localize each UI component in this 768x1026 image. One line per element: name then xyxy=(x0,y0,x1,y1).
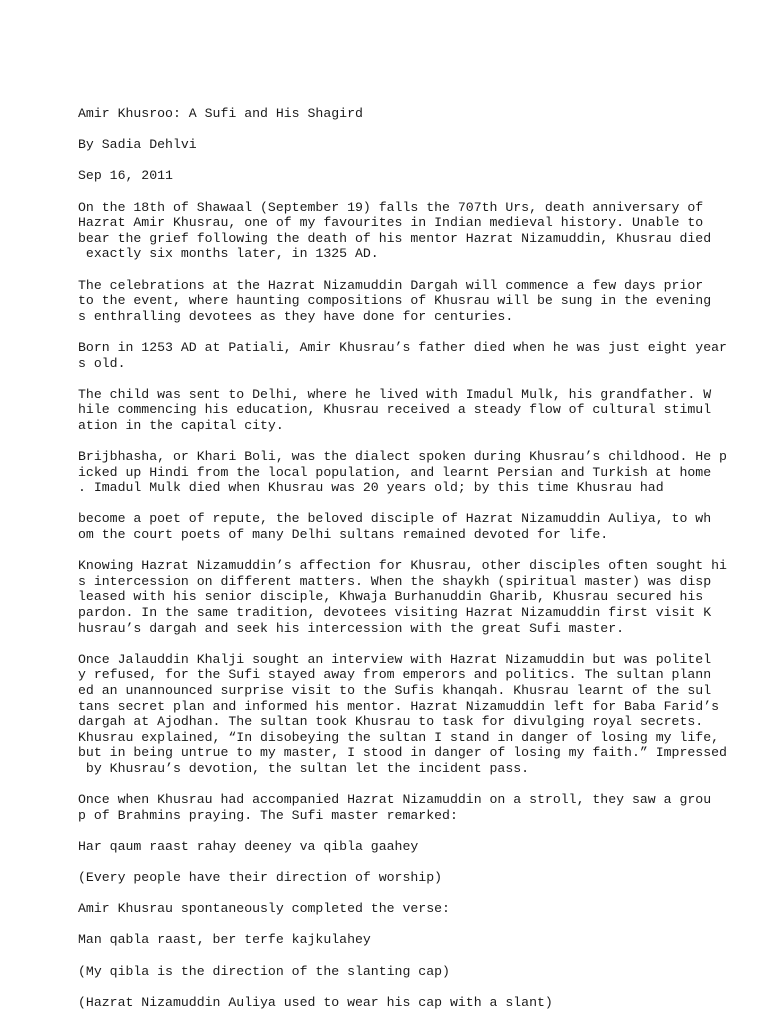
text-line: by Khusrau’s devotion, the sultan let the incident pass. xyxy=(78,760,530,776)
text-line: Sep 16, 2011 xyxy=(78,168,173,184)
text-line: Once Jalauddin Khalji sought an interview with Hazrat Nizamuddin but was politel xyxy=(78,651,712,667)
paragraph xyxy=(78,106,738,122)
paragraph xyxy=(78,200,738,262)
text-line: The celebrations at the Hazrat Nizamuddin Dargah will commence a few days prior xyxy=(78,277,704,293)
text-line: Amir Khusroo: A Sufi and His Shagird xyxy=(78,106,363,121)
text-line: By Sadia Dehlvi xyxy=(78,137,197,153)
text-line: s intercession on different matters. When the shaykh (spiritual master) was disp xyxy=(78,573,712,589)
paragraph xyxy=(78,137,738,153)
text-line: . Imadul Mulk died when Khusrau was 20 years old; by this time Khusrau had xyxy=(78,480,664,496)
text-line: Brijbhasha, or Khari Boli, was the dialect spoken during Khusrau’s childhood. He p xyxy=(78,449,727,465)
text-line: bear the grief following the death of his mentor Hazrat Nizamuddin, Khusrau died xyxy=(78,230,712,246)
paragraph xyxy=(78,340,738,371)
paragraph xyxy=(78,792,738,823)
text-line: tans secret plan and informed his mentor. Hazrat Nizamuddin left for Baba Farid’s xyxy=(78,698,720,714)
paragraph xyxy=(78,652,738,777)
text-line: On the 18th of Shawaal (September 19) falls the 707th Urs, death anniversary of xyxy=(78,199,704,215)
text-line: (Hazrat Nizamuddin Auliya used to wear his cap with a slant) xyxy=(78,994,553,1010)
paragraph xyxy=(78,932,738,948)
paragraph xyxy=(78,558,738,636)
paragraph xyxy=(78,901,738,917)
text-line: Hazrat Amir Khusrau, one of my favourites in Indian medieval history. Unable to xyxy=(78,215,704,231)
text-line: Once when Khusrau had accompanied Hazrat Nizamuddin on a stroll, they saw a grou xyxy=(78,792,712,808)
text-line: ation in the capital city. xyxy=(78,417,284,433)
text-line: Knowing Hazrat Nizamuddin’s affection for Khusrau, other disciples often sought hi xyxy=(78,558,727,574)
text-line: Amir Khusrau spontaneously completed the verse: xyxy=(78,901,450,917)
text-line: Man qabla raast, ber terfe kajkulahey xyxy=(78,932,371,948)
paragraph xyxy=(78,168,738,184)
paragraph xyxy=(78,870,738,886)
text-line: om the court poets of many Delhi sultans remained devoted for life. xyxy=(78,527,609,543)
paragraph xyxy=(78,387,738,434)
text-line: leased with his senior disciple, Khwaja Burhanuddin Gharib, Khusrau secured his xyxy=(78,589,704,605)
text-line: but in being untrue to my master, I stood in danger of losing my faith.” Impressed xyxy=(78,745,727,761)
text-line: Khusrau explained, “In disobeying the sultan I stand in danger of losing my life, xyxy=(78,729,720,745)
text-line: y refused, for the Sufi stayed away from emperors and politics. The sultan plann xyxy=(78,667,712,683)
text-line: p of Brahmins praying. The Sufi master remarked: xyxy=(78,807,458,823)
text-line: icked up Hindi from the local population, and learnt Persian and Turkish at home xyxy=(78,464,712,480)
text-line: exactly six months later, in 1325 AD. xyxy=(78,246,379,262)
text-line: (My qibla is the direction of the slanting cap) xyxy=(78,963,450,979)
paragraph xyxy=(78,449,738,496)
paragraph xyxy=(78,995,738,1011)
paragraph xyxy=(78,839,738,855)
text-line: become a poet of repute, the beloved disciple of Hazrat Nizamuddin Auliya, to wh xyxy=(78,511,712,527)
text-line: Born in 1253 AD at Patiali, Amir Khusrau’s father died when he was just eight year xyxy=(78,339,727,355)
text-line: The child was sent to Delhi, where he lived with Imadul Mulk, his grandfather. W xyxy=(78,386,712,402)
paragraph xyxy=(78,511,738,542)
text-line: pardon. In the same tradition, devotees visiting Hazrat Nizamuddin first visit K xyxy=(78,605,712,620)
text-line: (Every people have their direction of worship) xyxy=(78,870,443,886)
text-line: Har qaum raast rahay deeney va qibla gaahey xyxy=(78,838,419,854)
text-line: s enthralling devotees as they have done for centuries. xyxy=(78,308,514,324)
text-line: dargah at Ajodhan. The sultan took Khusrau to task for divulging royal secrets. xyxy=(78,714,704,730)
text-line: to the event, where haunting compositions of Khusrau will be sung in the evening xyxy=(78,293,712,309)
text-line: s old. xyxy=(78,355,126,371)
paragraph xyxy=(78,964,738,980)
paragraph xyxy=(78,278,738,325)
document-body xyxy=(78,106,738,1010)
text-line: ed an unannounced surprise visit to the Sufis khanqah. Khusrau learnt of the sul xyxy=(78,682,712,698)
text-line: husrau’s dargah and seek his intercession with the great Sufi master. xyxy=(78,620,625,636)
document-page xyxy=(78,106,738,1026)
text-line: hile commencing his education, Khusrau received a steady flow of cultural stimul xyxy=(78,402,712,418)
